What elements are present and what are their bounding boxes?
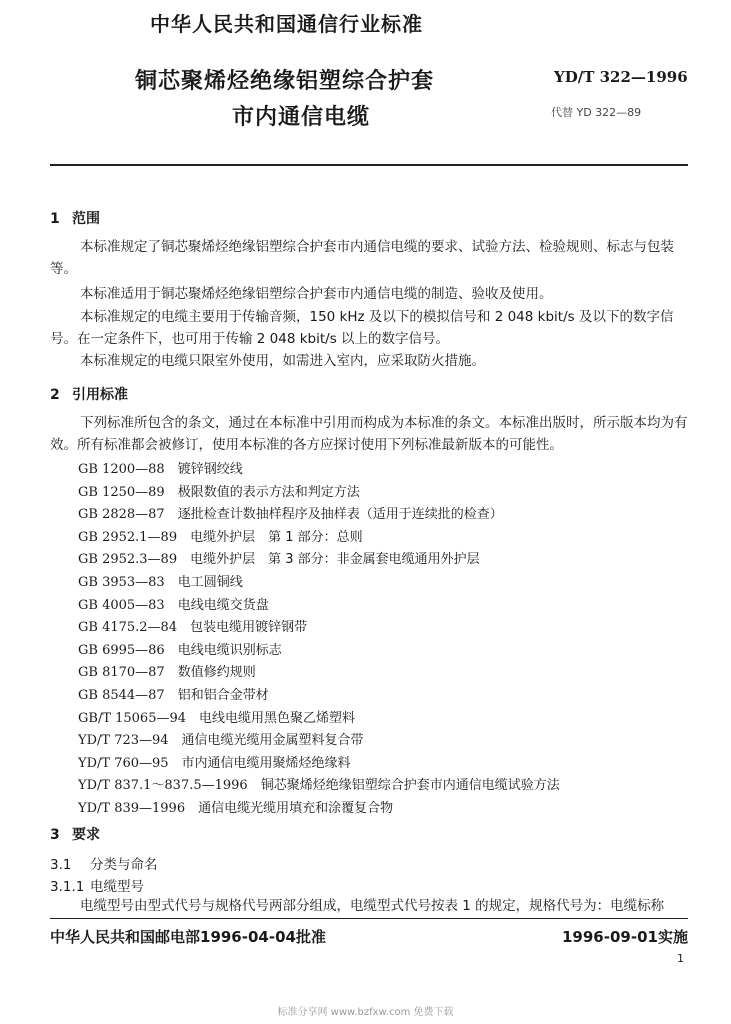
reference-title: 逐批检查计数抽样程序及抽样表（适用于连续批的检查） [177,507,503,523]
reference-title: 电缆外护层 第 1 部分：总则 [190,529,363,545]
s1-paragraph: 本标准规定的电缆只限室外使用，如需进入室内，应采取防火措施。 [80,353,485,369]
section-title: 范围 [72,211,100,227]
reference-item [78,458,243,477]
reference-code: YD/T 723—94 [78,733,169,749]
s1-paragraph: 本标准规定的电缆主要用于传输音频，150 kHz 及以下的模拟信号和 2 048 kbit/s 及以下的数字信号。在一定条件下，也可用于传输 2 048 kbit/s 以上的数字信号。 [50,309,674,347]
subsection-title: 电缆型号 [90,879,144,895]
reference-item [78,616,307,635]
s1-paragraph: 本标准适用于铜芯聚烯烃绝缘铝塑综合护套市内通信电缆的制造、验收及使用。 [80,286,553,302]
reference-item [78,684,269,703]
title-line-1: 铜芯聚烯烃绝缘铝塑综合护套 [135,69,435,94]
page-number: 1 [677,952,684,965]
reference-code: YD/T 839—1996 [78,801,186,816]
reference-item [78,639,282,658]
standard-number: YD/T 322—1996 [554,68,688,86]
reference-item [78,594,269,613]
footer-rule [50,918,688,919]
reference-title: 电缆外护层 第 3 部分：非金属套电缆通用外护层 [190,552,480,568]
reference-item [78,571,243,590]
reference-title: 数值修约规则 [177,665,256,681]
reference-title: 极限数值的表示方法和判定方法 [177,484,360,500]
reference-title: 电线电缆识别标志 [177,642,282,658]
reference-code: GB 8544—87 [78,688,165,703]
reference-title: 镀锌钢绞线 [177,462,243,477]
reference-code: GB 2828—87 [78,507,165,523]
implementation-date: 1996-09-01实施 [562,928,688,946]
reference-title: 电工圆铜线 [177,575,243,590]
reference-title: 包装电缆用镀锌钢带 [190,620,308,636]
issuing-org: 中华人民共和国通信行业标准 [150,12,423,36]
reference-code: GB 2952.1—89 [78,529,178,545]
reference-item [78,729,364,748]
reference-item [78,548,480,567]
approval-line: 中华人民共和国邮电部1996-04-04批准 [50,928,326,946]
reference-title: 电线电缆用黑色聚乙烯塑料 [199,710,356,726]
section-1-heading [50,208,100,228]
section-number: 2 [50,387,60,403]
reference-code: GB 1200—88 [78,462,165,477]
reference-title: 通信电缆光缆用填充和涂覆复合物 [198,801,394,816]
reference-code: YD/T 837.1～837.5—1996 [78,778,248,794]
reference-title: 通信电缆光缆用金属塑料复合带 [181,733,364,749]
reference-code: GB 6995—86 [78,642,165,658]
reference-item [78,774,560,793]
watermark-text: 标准分享网 www.bzfxw.com 免费下载 [277,1007,454,1018]
section-3-heading [50,824,100,844]
reference-code: GB 3953—83 [78,575,165,590]
reference-code: GB 1250—89 [78,484,165,500]
s2-intro: 下列标准所包含的条文，通过在本标准中引用而构成为本标准的条文。本标准出版时，所示版本均为有效。所有标准都会被修订，使用本标准的各方应探讨使用下列标准最新版本的可能性。 [50,415,688,453]
section-title: 要求 [72,827,100,843]
subsection-3-1 [50,853,158,873]
reference-code: YD/T 760—95 [78,755,169,771]
subsection-title: 分类与命名 [90,857,158,873]
reference-item [78,661,256,680]
s3-paragraph: 电缆型号由型式代号与规格代号两部分组成，电缆型式代号按表 1 的规定，规格代号为：电缆标称 [80,898,665,914]
reference-item [78,526,363,545]
section-title: 引用标准 [72,387,128,403]
s1-paragraph: 本标准规定了铜芯聚烯烃绝缘铝塑综合护套市内通信电缆的要求、试验方法、检验规则、标志与包装等。 [50,239,674,277]
subsection-number: 3.1.1 [50,879,85,895]
reference-item [78,797,393,816]
section-2-heading [50,384,128,404]
reference-code: GB/T 15065—94 [78,710,187,726]
reference-title: 市内通信电缆用聚烯烃绝缘料 [181,755,351,771]
reference-title: 电线电缆交货盘 [177,597,269,613]
subsection-3-1-1 [50,875,144,895]
section-number: 3 [50,827,60,843]
reference-item [78,752,351,771]
subsection-number: 3.1 [50,857,72,873]
reference-code: GB 4005—83 [78,597,165,613]
title-line-2: 市内通信电缆 [232,105,371,130]
reference-title: 铜芯聚烯烃绝缘铝塑综合护套市内通信电缆试验方法 [260,778,560,794]
header-rule [50,164,688,166]
reference-code: GB 2952.3—89 [78,552,178,568]
reference-item [78,503,503,522]
reference-title: 铝和铝合金带材 [177,688,269,703]
replaces-standard: 代替 YD 322—89 [551,106,642,119]
reference-code: GB 4175.2—84 [78,620,178,636]
reference-code: GB 8170—87 [78,665,165,681]
section-number: 1 [50,211,60,227]
reference-item [78,481,360,500]
reference-item [78,707,355,726]
